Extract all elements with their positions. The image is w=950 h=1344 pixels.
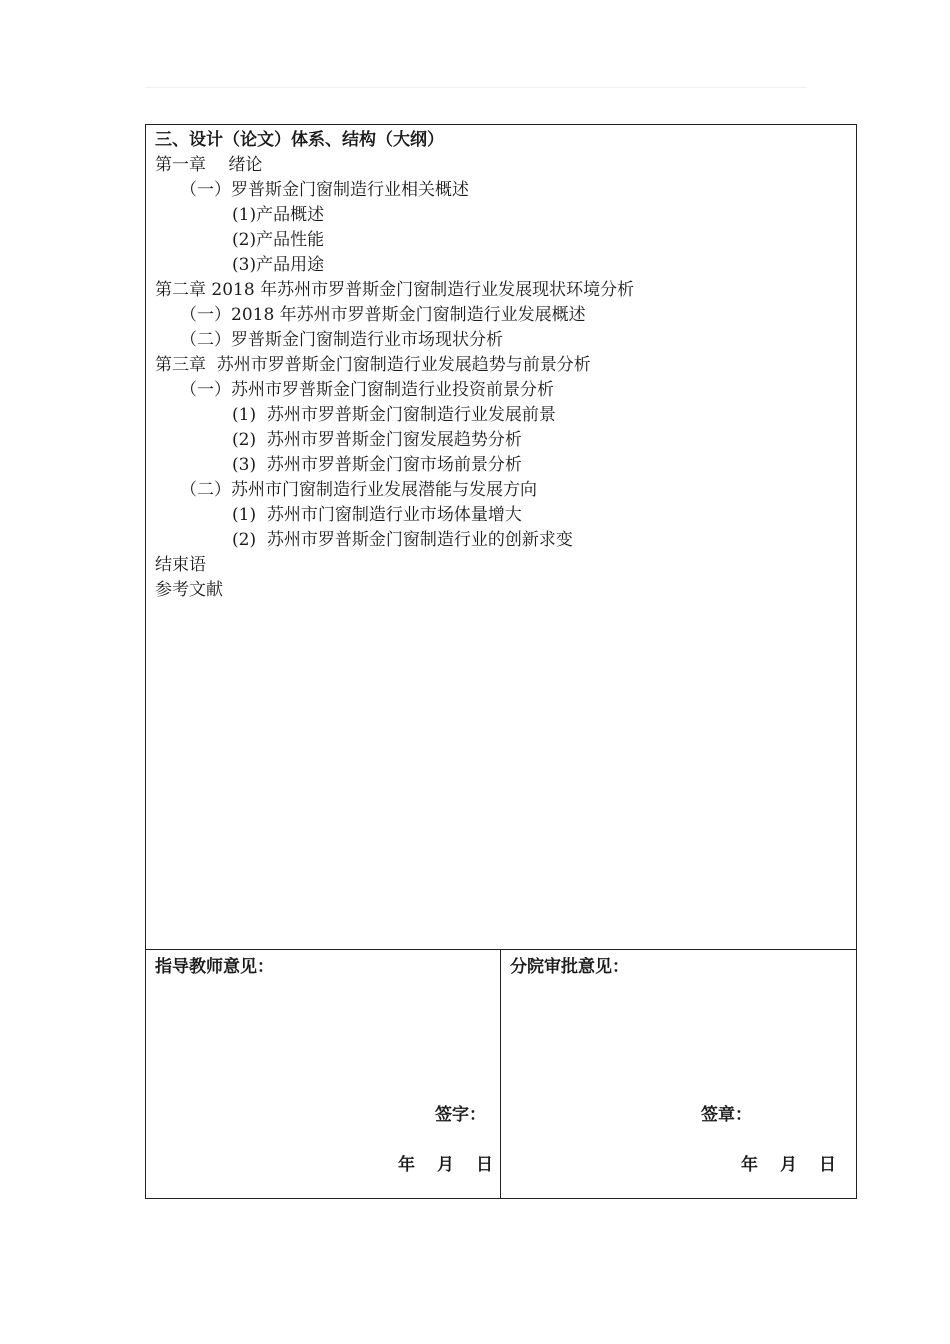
outline-item: (2) 苏州市罗普斯金门窗制造行业的创新求变 <box>232 530 573 550</box>
department-opinion-label: 分院审批意见： <box>510 957 629 977</box>
approval-row <box>146 950 856 1198</box>
department-date-day: 日 <box>819 1155 836 1175</box>
outline-item: 第三章 苏州市罗普斯金门窗制造行业发展趋势与前景分析 <box>155 355 591 375</box>
department-date-year: 年 <box>741 1155 758 1175</box>
outline-list <box>155 153 856 603</box>
outline-heading: 三、设计（论文）体系、结构（大纲） <box>155 130 444 150</box>
outline-item: (1) 苏州市门窗制造行业市场体量增大 <box>232 505 522 525</box>
advisor-opinion-label: 指导教师意见： <box>155 957 274 977</box>
outline-item: （一）苏州市罗普斯金门窗制造行业投资前景分析 <box>180 380 554 400</box>
department-seal-label: 签章： <box>701 1105 752 1125</box>
outline-item: (2) 苏州市罗普斯金门窗发展趋势分析 <box>232 430 522 450</box>
advisor-date-month: 月 <box>437 1155 454 1175</box>
proposal-form-table <box>145 124 857 1199</box>
outline-section <box>146 125 856 950</box>
department-date-month: 月 <box>780 1155 797 1175</box>
advisor-date-line <box>398 1153 493 1177</box>
outline-item: 第一章 绪论 <box>155 155 263 175</box>
outline-item: （一）罗普斯金门窗制造行业相关概述 <box>180 180 469 200</box>
advisor-date-day: 日 <box>476 1155 493 1175</box>
outline-item: (1) 苏州市罗普斯金门窗制造行业发展前景 <box>232 405 556 425</box>
outline-item: (3)产品用途 <box>232 255 325 275</box>
outline-item: (1)产品概述 <box>232 205 325 225</box>
outline-item: （一）2018 年苏州市罗普斯金门窗制造行业发展概述 <box>180 305 586 325</box>
outline-item: 参考文献 <box>155 580 223 600</box>
advisor-date-year: 年 <box>398 1155 415 1175</box>
outline-item: （二）苏州市门窗制造行业发展潜能与发展方向 <box>180 480 537 500</box>
outline-item: 第二章 2018 年苏州市罗普斯金门窗制造行业发展现状环境分析 <box>155 280 635 300</box>
outline-item: 结束语 <box>155 555 206 575</box>
department-date-line <box>741 1153 836 1177</box>
header-rule <box>145 87 807 88</box>
outline-item: （二）罗普斯金门窗制造行业市场现状分析 <box>180 330 503 350</box>
advisor-signature-label: 签字： <box>435 1105 486 1125</box>
department-opinion-cell[interactable] <box>501 950 856 1198</box>
outline-item: (2)产品性能 <box>232 230 325 250</box>
outline-item: (3) 苏州市罗普斯金门窗市场前景分析 <box>232 455 522 475</box>
advisor-opinion-cell[interactable] <box>146 950 501 1198</box>
